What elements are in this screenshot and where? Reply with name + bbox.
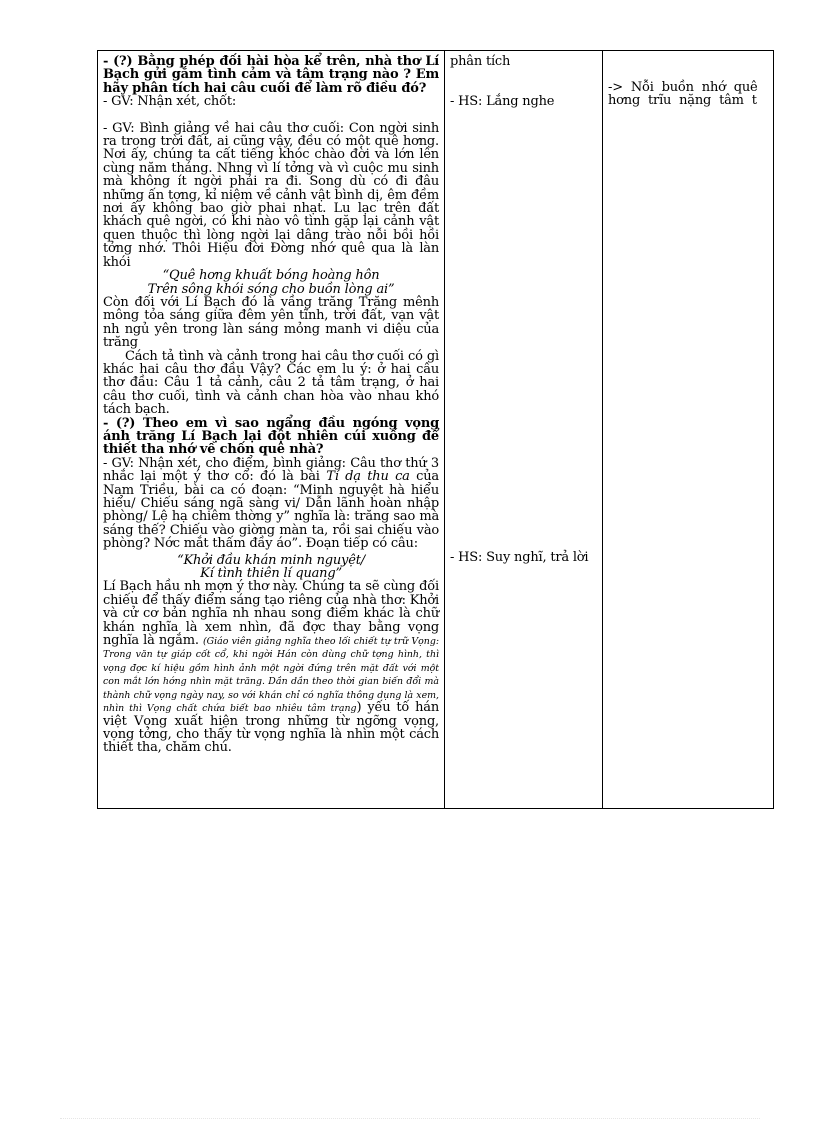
student-text-1: phân tích [450, 54, 511, 69]
paragraph-analysis [103, 580, 439, 754]
student-listen: - HS: Lắng nghe [450, 94, 555, 110]
question-2: - (?) Theo em vì sao ngẩng đầu ngóng vọng ánh trăng Lí Bạch lại đột nhiên cúi xuống để thiết tha nhớ về chốn quê nhà? [103, 415, 439, 458]
content-note: -> Nỗi buồn nhớ quê hơng trĩu nặng tâm t [608, 80, 758, 109]
page-divider [60, 1118, 760, 1119]
teacher-commentary-2: - GV: Bình giảng về hai câu thơ cuối: Con ngời sinh ra trong trời đất, ai cũng vậy, đều có một quê hơng. Nơi ấy, chúng ta cất tiếng khóc chào đời và lớn lên cùng năm tháng. Nhng vì lí tởng và vì cuộc mu sinh mà không ít ngời phải ra đi. Song dù có đi đâu những ấn tợng, kỉ niệm về cảnh vật bình dị, êm đềm nơi ấy không bao giờ phai nhạt. Lu lạc trên đất khách quê ngời, có khi nào vô tình gặp lại cảnh vật quen thuộc thì lòng ngời lại dâng trào nỗi bồi hồi tởng nhớ. Thôi Hiệu đời Đờng nhớ quê qua là làn khói [103, 120, 439, 270]
poem-2-line-1: “Khởi đầu khán minh nguyệt/ [177, 552, 365, 568]
analysis-end: ) yếu tố hán việt Vọng xuất hiện trong những từ ngỡng vọng, vọng tởng, cho thấy từ vọng nghĩa là nhìn một cách thiết tha, chăm chú. [103, 700, 439, 756]
teacher-note: (Giáo viên giảng nghĩa theo lối chiết tự trữ Vọng: Trong văn tự giáp cốt cổ, khi ngời Hán còn dùng chữ tợng hình, thì vọng đợc kí hiệu gồm hình ảnh một ngời đứng trên mặt đất với một con mắt lớn hớng nhìn mặt trăng. Dần dần theo thời gian biến đổi mà thành chữ vọng ngày nay, so với khán chỉ có nghĩa thông dụng là xem, nhìn thì Vọng chất chứa biết bao nhiêu tâm trạng [103, 636, 439, 715]
poem-2-line-2: Kí tình thiên lí quang” [200, 566, 342, 582]
poem-1-line-1: “Quê hơng khuất bóng hoàng hôn [162, 268, 380, 284]
student-answer: - HS: Suy nghĩ, trả lời [450, 550, 589, 565]
analysis-text: Lí Bạch hầu nh mợn ý thơ này. Chúng ta sẽ cùng đối chiếu để thấy điểm sáng tạo riêng của nhà thơ: Khởi và cử cơ bản nghĩa nh nhau song điểm khác là chữ khán nghĩa là xem nhìn, đã đợc thay bằng vọng nghĩa là ngắm. [103, 579, 439, 649]
teacher-activity-cell [98, 51, 445, 809]
table-row [98, 51, 774, 809]
teacher-comment-1: - GV: Nhận xét, chốt: [103, 94, 237, 110]
question-1: - (?) Bằng phép đối hài hòa kể trên, nhà thơ Lí Bạch gửi gắm tình cảm và tâm trạng nào ? Em hãy phân tích hai câu cuối để làm rõ điều đó? [103, 54, 439, 96]
paragraph-moon: Còn đối với Lí Bạch đó là vầng trăng Trăng mênh mông tỏa sáng giữa đêm yên tĩnh, trời đất, vạn vật nh ngủ yên trong làn sáng mỏng manh vi diệu của trăng [103, 294, 439, 351]
student-activity-cell [445, 51, 603, 809]
lesson-plan-table [97, 50, 774, 809]
paragraph-comparison: Cách tả tình và cảnh trong hai câu thơ cuối có gì khác hai câu thơ đầu Vậy? Các em lu ý: ở hai câu thơ đầu: Câu 1 tả cảnh, câu 2 tả tâm trạng, ở hai câu thơ cuối, tình và cảnh chan hòa vào nhau khó tách bạch. [103, 348, 439, 418]
content-cell [603, 51, 774, 809]
commentary-3-part-a: - GV: Nhận xét, cho điểm, bình giảng: Câu thơ thứ 3 nhắc lại một ý thơ cổ: đó là bài [103, 455, 439, 485]
commentary-3-part-b: của Nam Triều, bài ca có đoạn: “Minh nguyệt hà hiểu hiểu/ Chiếu sáng ngã sàng vi/ Dẫn lãnh hoàn nhập phòng/ Lệ hạ chiêm thờng y” nghĩa là: trăng sao mà sáng thế? Chiếu vào giờng màn ta, rồi sai chiếu vào phòng? Nớc mắt thấm đầy áo”. Đoạn tiếp có câu: [103, 469, 439, 552]
poem-1-line-2: Trên sông khói sóng cho buồn lòng ai” [147, 281, 395, 297]
teacher-commentary-3 [103, 457, 439, 551]
poem-title: Tí dạ thu ca [326, 469, 410, 485]
